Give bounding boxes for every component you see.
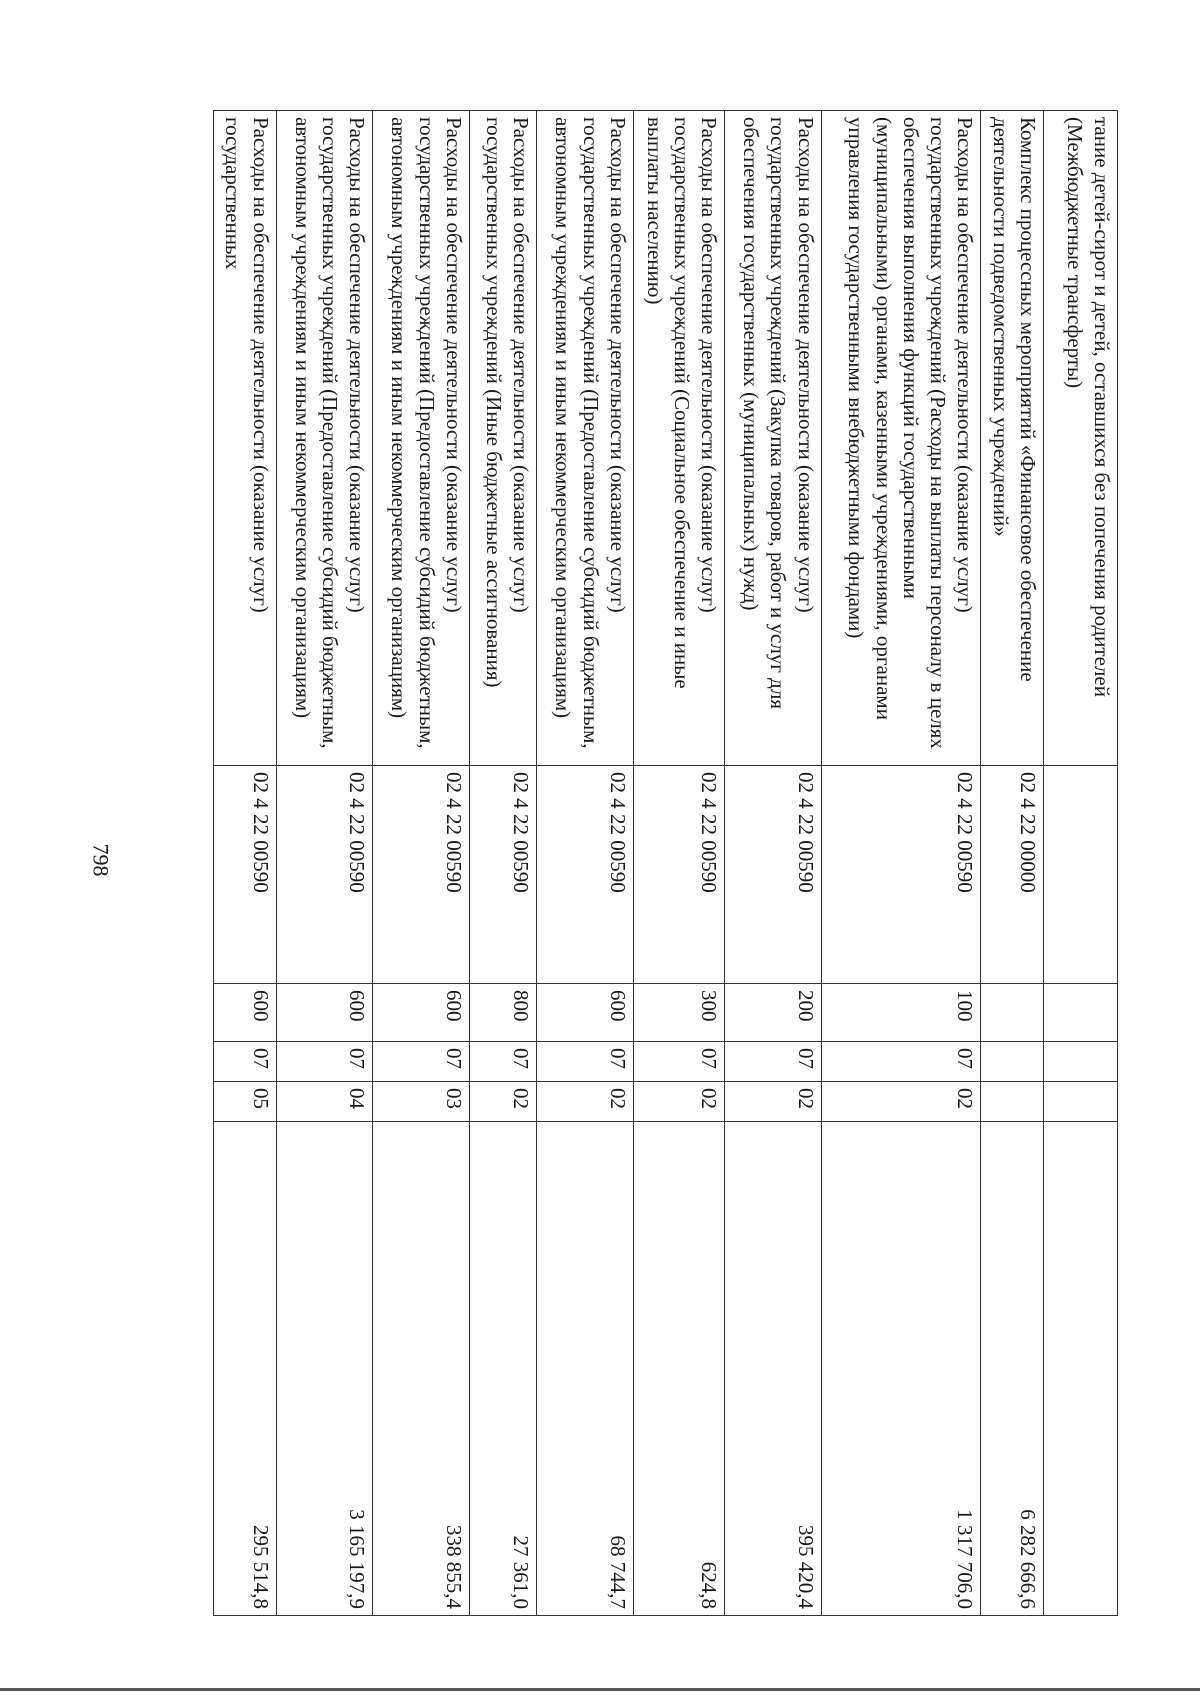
csr-cell xyxy=(1044,766,1118,984)
csr-cell: 02 4 22 00590 xyxy=(725,766,822,984)
csr-cell: 02 4 22 00000 xyxy=(981,766,1044,984)
rz-cell: 07 xyxy=(469,1042,536,1082)
sum-cell: 3 165 197,9 xyxy=(276,1122,373,1616)
pr-cell: 02 xyxy=(633,1082,724,1122)
scan-edge-line xyxy=(0,1688,1200,1691)
vr-cell: 100 xyxy=(821,984,981,1042)
sum-cell xyxy=(1044,1122,1118,1616)
vr-cell: 600 xyxy=(276,984,373,1042)
pr-cell xyxy=(981,1082,1044,1122)
rz-cell: 07 xyxy=(214,1042,277,1082)
row-name-cell: Расходы на обеспечение деятельности (оказание услуг) государственных учреждений (Иные бюджетные ассигнования) xyxy=(469,111,536,766)
pr-cell: 05 xyxy=(214,1082,277,1122)
table-row xyxy=(633,111,724,1616)
row-name-cell: Комплекс процессных мероприятий «Финансовое обеспечение деятельности подведомственных учреждений» xyxy=(981,111,1044,766)
row-name-cell: тание детей-сирот и детей, оставшихся без попечения родителей (Межбюджетные трансферты) xyxy=(1044,111,1118,766)
pr-cell: 02 xyxy=(821,1082,981,1122)
sum-cell: 338 855,4 xyxy=(373,1122,470,1616)
vr-cell: 200 xyxy=(725,984,822,1042)
rz-cell: 07 xyxy=(537,1042,634,1082)
pr-cell xyxy=(1044,1082,1118,1122)
rz-cell: 07 xyxy=(725,1042,822,1082)
csr-cell: 02 4 22 00590 xyxy=(633,766,724,984)
rotated-table-container xyxy=(213,110,1118,1615)
sum-cell: 27 361,0 xyxy=(469,1122,536,1616)
csr-cell: 02 4 22 00590 xyxy=(821,766,981,984)
table-row xyxy=(821,111,981,1616)
sum-cell: 6 282 666,6 xyxy=(981,1122,1044,1616)
rz-cell xyxy=(981,1042,1044,1082)
sum-cell: 1 317 706,0 xyxy=(821,1122,981,1616)
page-number-text: 798 xyxy=(88,843,113,877)
row-name-cell: Расходы на обеспечение деятельности (оказание услуг) государственных учреждений (Расходы на выплаты персоналу в целях обеспечения выполнения функций государственными (муниципальными) органами, казенными учреждениями, органами управления государственными внебюджетными фондами) xyxy=(821,111,981,766)
csr-cell: 02 4 22 00590 xyxy=(276,766,373,984)
sum-cell: 624,8 xyxy=(633,1122,724,1616)
csr-cell: 02 4 22 00590 xyxy=(214,766,277,984)
sum-cell: 395 420,4 xyxy=(725,1122,822,1616)
pr-cell: 02 xyxy=(469,1082,536,1122)
rz-cell: 07 xyxy=(821,1042,981,1082)
table-row xyxy=(373,111,470,1616)
rz-cell xyxy=(1044,1042,1118,1082)
csr-cell: 02 4 22 00590 xyxy=(373,766,470,984)
table-row xyxy=(725,111,822,1616)
sum-cell: 68 744,7 xyxy=(537,1122,634,1616)
rz-cell: 07 xyxy=(633,1042,724,1082)
vr-cell: 800 xyxy=(469,984,536,1042)
table-row xyxy=(1044,111,1118,1616)
rz-cell: 07 xyxy=(373,1042,470,1082)
pr-cell: 02 xyxy=(725,1082,822,1122)
pr-cell: 04 xyxy=(276,1082,373,1122)
table-row xyxy=(981,111,1044,1616)
table-row xyxy=(214,111,277,1616)
page-number xyxy=(80,830,120,890)
table-row xyxy=(537,111,634,1616)
row-name-cell: Расходы на обеспечение деятельности (оказание услуг) государственных учреждений (Предоставление субсидий бюджетным, автономным учреждениям и иным некоммерческим организациям) xyxy=(373,111,470,766)
budget-table xyxy=(213,110,1118,1616)
row-name-cell: Расходы на обеспечение деятельности (оказание услуг) государственных учреждений (Предоставление субсидий бюджетным, автономным учреждениям и иным некоммерческим организациям) xyxy=(537,111,634,766)
rz-cell: 07 xyxy=(276,1042,373,1082)
vr-cell xyxy=(1044,984,1118,1042)
table-row xyxy=(469,111,536,1616)
row-name-cell: Расходы на обеспечение деятельности (оказание услуг) государственных xyxy=(214,111,277,766)
row-name-cell: Расходы на обеспечение деятельности (оказание услуг) государственных учреждений (Закупка товаров, работ и услуг для обеспечения государственных (муниципальных) нужд) xyxy=(725,111,822,766)
csr-cell: 02 4 22 00590 xyxy=(469,766,536,984)
pr-cell: 03 xyxy=(373,1082,470,1122)
vr-cell: 600 xyxy=(373,984,470,1042)
table-row xyxy=(276,111,373,1616)
row-name-cell: Расходы на обеспечение деятельности (оказание услуг) государственных учреждений (Предоставление субсидий бюджетным, автономным учреждениям и иным некоммерческим организациям) xyxy=(276,111,373,766)
vr-cell: 600 xyxy=(214,984,277,1042)
sum-cell: 295 514,8 xyxy=(214,1122,277,1616)
vr-cell: 300 xyxy=(633,984,724,1042)
row-name-cell: Расходы на обеспечение деятельности (оказание услуг) государственных учреждений (Социальное обеспечение и иные выплаты населению) xyxy=(633,111,724,766)
vr-cell: 600 xyxy=(537,984,634,1042)
vr-cell xyxy=(981,984,1044,1042)
pr-cell: 02 xyxy=(537,1082,634,1122)
csr-cell: 02 4 22 00590 xyxy=(537,766,634,984)
